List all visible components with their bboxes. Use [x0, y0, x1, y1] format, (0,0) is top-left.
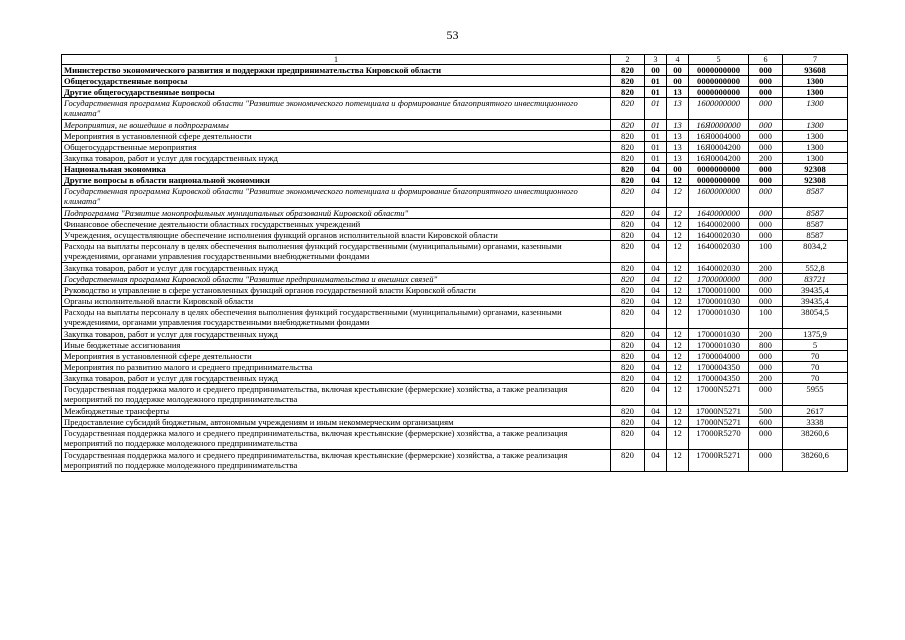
amount: 8587	[783, 186, 848, 208]
subsection-code: 13	[667, 153, 689, 164]
target-article-code: 1600000000	[689, 98, 749, 120]
amount: 38054,5	[783, 307, 848, 329]
table-row	[62, 406, 848, 417]
expense-type-code: 000	[749, 98, 783, 120]
ministry-code: 820	[611, 164, 645, 175]
subsection-code: 12	[667, 208, 689, 219]
row-description: Расходы на выплаты персоналу в целях обеспечения выполнения функций государственными (муниципальными) органами, казенными учреждениями, органами управления государственными внебюджетными фондами	[62, 307, 611, 329]
section-code: 04	[645, 450, 667, 472]
ministry-code: 820	[611, 351, 645, 362]
row-description: Закупка товаров, работ и услуг для государственных нужд	[62, 373, 611, 384]
target-article-code: 1700004350	[689, 362, 749, 373]
ministry-code: 820	[611, 307, 645, 329]
ministry-code: 820	[611, 450, 645, 472]
table-row	[62, 285, 848, 296]
expense-type-code: 000	[749, 120, 783, 131]
expense-type-code: 100	[749, 241, 783, 263]
section-code: 04	[645, 164, 667, 175]
target-article-code: 1700001030	[689, 329, 749, 340]
target-article-code: 1700000000	[689, 274, 749, 285]
ministry-code: 820	[611, 175, 645, 186]
header-row	[62, 55, 848, 65]
table-row	[62, 450, 848, 472]
amount: 1300	[783, 131, 848, 142]
expense-type-code: 000	[749, 362, 783, 373]
amount: 2617	[783, 406, 848, 417]
subsection-code: 13	[667, 98, 689, 120]
ministry-code: 820	[611, 384, 645, 406]
amount: 1375,9	[783, 329, 848, 340]
amount: 1300	[783, 153, 848, 164]
amount: 93608	[783, 65, 848, 76]
table-row	[62, 142, 848, 153]
row-description: Предоставление субсидий бюджетным, автономным учреждениям и иным некоммерческим организациям	[62, 417, 611, 428]
section-code: 01	[645, 87, 667, 98]
section-code: 01	[645, 98, 667, 120]
target-article-code: 1640002000	[689, 219, 749, 230]
amount: 1300	[783, 87, 848, 98]
amount: 8587	[783, 208, 848, 219]
amount: 70	[783, 351, 848, 362]
subsection-code: 12	[667, 373, 689, 384]
expense-type-code: 000	[749, 285, 783, 296]
table-row	[62, 351, 848, 362]
table-row	[62, 428, 848, 450]
section-code: 04	[645, 175, 667, 186]
ministry-code: 820	[611, 230, 645, 241]
ministry-code: 820	[611, 417, 645, 428]
row-description: Закупка товаров, работ и услуг для государственных нужд	[62, 329, 611, 340]
subsection-code: 13	[667, 120, 689, 131]
target-article-code: 1600000000	[689, 186, 749, 208]
table-row	[62, 87, 848, 98]
table-row	[62, 98, 848, 120]
row-description: Расходы на выплаты персоналу в целях обеспечения выполнения функций государственными (муниципальными) органами, казенными учреждениями, органами управления государственными внебюджетными фондами	[62, 241, 611, 263]
target-article-code: 16Я0004200	[689, 142, 749, 153]
table-row	[62, 274, 848, 285]
expense-type-code: 200	[749, 329, 783, 340]
row-description: Закупка товаров, работ и услуг для государственных нужд	[62, 263, 611, 274]
expense-type-code: 000	[749, 230, 783, 241]
section-code: 04	[645, 362, 667, 373]
section-code: 00	[645, 65, 667, 76]
expense-type-code: 200	[749, 263, 783, 274]
ministry-code: 820	[611, 340, 645, 351]
table-row	[62, 164, 848, 175]
ministry-code: 820	[611, 373, 645, 384]
subsection-code: 00	[667, 164, 689, 175]
row-description: Национальная экономика	[62, 164, 611, 175]
row-description: Другие общегосударственные вопросы	[62, 87, 611, 98]
target-article-code: 0000000000	[689, 164, 749, 175]
subsection-code: 13	[667, 142, 689, 153]
target-article-code: 1640002030	[689, 230, 749, 241]
subsection-code: 12	[667, 450, 689, 472]
ministry-code: 820	[611, 285, 645, 296]
section-code: 01	[645, 153, 667, 164]
row-description: Государственная поддержка малого и среднего предпринимательства, включая крестьянские (фермерские) хозяйства, а также реализация мероприятий по поддержке молодежного предпринимательства	[62, 450, 611, 472]
page-number: 53	[446, 28, 459, 42]
ministry-code: 820	[611, 76, 645, 87]
expense-type-code: 600	[749, 417, 783, 428]
expense-type-code: 000	[749, 208, 783, 219]
target-article-code: 1700001030	[689, 340, 749, 351]
subsection-code: 12	[667, 285, 689, 296]
target-article-code: 0000000000	[689, 76, 749, 87]
expense-type-code: 000	[749, 384, 783, 406]
table-row	[62, 219, 848, 230]
table-row	[62, 186, 848, 208]
amount: 38260,6	[783, 450, 848, 472]
section-code: 04	[645, 384, 667, 406]
amount: 1300	[783, 142, 848, 153]
subsection-code: 12	[667, 329, 689, 340]
target-article-code: 1700004000	[689, 351, 749, 362]
section-code: 04	[645, 428, 667, 450]
expense-type-code: 200	[749, 373, 783, 384]
section-code: 01	[645, 142, 667, 153]
target-article-code: 17000R5270	[689, 428, 749, 450]
table-row	[62, 362, 848, 373]
column-header: 7	[783, 55, 848, 65]
ministry-code: 820	[611, 296, 645, 307]
amount: 39435,4	[783, 296, 848, 307]
subsection-code: 12	[667, 263, 689, 274]
table-row	[62, 340, 848, 351]
expense-type-code: 500	[749, 406, 783, 417]
table-row	[62, 76, 848, 87]
row-description: Мероприятия в установленной сфере деятельности	[62, 131, 611, 142]
row-description: Финансовое обеспечение деятельности областных государственных учреждений	[62, 219, 611, 230]
subsection-code: 12	[667, 417, 689, 428]
amount: 5	[783, 340, 848, 351]
row-description: Межбюджетные трансферты	[62, 406, 611, 417]
column-header: 1	[62, 55, 611, 65]
expense-type-code: 000	[749, 65, 783, 76]
section-code: 04	[645, 417, 667, 428]
expense-type-code: 000	[749, 87, 783, 98]
amount: 70	[783, 373, 848, 384]
target-article-code: 1640002030	[689, 241, 749, 263]
subsection-code: 12	[667, 274, 689, 285]
section-code: 04	[645, 186, 667, 208]
table-row	[62, 230, 848, 241]
ministry-code: 820	[611, 186, 645, 208]
ministry-code: 820	[611, 87, 645, 98]
ministry-code: 820	[611, 153, 645, 164]
row-description: Государственная программа Кировской области "Развитие экономического потенциала и формирование благоприятного инвестиционного климата"	[62, 186, 611, 208]
amount: 92308	[783, 175, 848, 186]
amount: 552,8	[783, 263, 848, 274]
section-code: 04	[645, 274, 667, 285]
expense-type-code: 000	[749, 219, 783, 230]
target-article-code: 1700004350	[689, 373, 749, 384]
section-code: 01	[645, 131, 667, 142]
subsection-code: 13	[667, 87, 689, 98]
target-article-code: 17000N5271	[689, 384, 749, 406]
row-description: Министерство экономического развития и поддержки предпринимательства Кировской области	[62, 65, 611, 76]
target-article-code: 0000000000	[689, 175, 749, 186]
subsection-code: 12	[667, 351, 689, 362]
ministry-code: 820	[611, 241, 645, 263]
ministry-code: 820	[611, 362, 645, 373]
table-row	[62, 263, 848, 274]
target-article-code: 1700001030	[689, 307, 749, 329]
amount: 92308	[783, 164, 848, 175]
table-row	[62, 329, 848, 340]
amount: 8587	[783, 230, 848, 241]
target-article-code: 1640000000	[689, 208, 749, 219]
ministry-code: 820	[611, 274, 645, 285]
section-code: 04	[645, 285, 667, 296]
amount: 83721	[783, 274, 848, 285]
column-header: 6	[749, 55, 783, 65]
budget-table	[61, 54, 848, 472]
row-description: Государственная поддержка малого и среднего предпринимательства, включая крестьянские (фермерские) хозяйства, а также реализация мероприятий по поддержке молодежного предпринимательства	[62, 428, 611, 450]
row-description: Подпрограмма "Развитие монопрофильных муниципальных образований Кировской области"	[62, 208, 611, 219]
row-description: Государственная программа Кировской области "Развитие предпринимательства и внешних связей"	[62, 274, 611, 285]
expense-type-code: 100	[749, 307, 783, 329]
table-row	[62, 373, 848, 384]
table-row	[62, 131, 848, 142]
amount: 3338	[783, 417, 848, 428]
subsection-code: 12	[667, 186, 689, 208]
section-code: 01	[645, 76, 667, 87]
ministry-code: 820	[611, 65, 645, 76]
column-header: 2	[611, 55, 645, 65]
section-code: 04	[645, 351, 667, 362]
target-article-code: 1700001000	[689, 285, 749, 296]
amount: 1300	[783, 120, 848, 131]
expense-type-code: 000	[749, 351, 783, 362]
subsection-code: 12	[667, 219, 689, 230]
target-article-code: 16Я0004200	[689, 153, 749, 164]
expense-type-code: 000	[749, 274, 783, 285]
amount: 1300	[783, 76, 848, 87]
subsection-code: 12	[667, 428, 689, 450]
amount: 38260,6	[783, 428, 848, 450]
subsection-code: 12	[667, 384, 689, 406]
target-article-code: 0000000000	[689, 87, 749, 98]
subsection-code: 00	[667, 65, 689, 76]
amount: 70	[783, 362, 848, 373]
expense-type-code: 000	[749, 186, 783, 208]
amount: 8034,2	[783, 241, 848, 263]
expense-type-code: 000	[749, 428, 783, 450]
ministry-code: 820	[611, 142, 645, 153]
table-row	[62, 307, 848, 329]
ministry-code: 820	[611, 219, 645, 230]
subsection-code: 12	[667, 362, 689, 373]
expense-type-code: 000	[749, 131, 783, 142]
row-description: Мероприятия в установленной сфере деятельности	[62, 351, 611, 362]
section-code: 04	[645, 230, 667, 241]
table-row	[62, 153, 848, 164]
target-article-code: 1700001030	[689, 296, 749, 307]
subsection-code: 12	[667, 340, 689, 351]
section-code: 04	[645, 406, 667, 417]
section-code: 04	[645, 219, 667, 230]
amount: 39435,4	[783, 285, 848, 296]
table-row	[62, 296, 848, 307]
subsection-code: 12	[667, 406, 689, 417]
amount: 1300	[783, 98, 848, 120]
subsection-code: 13	[667, 131, 689, 142]
target-article-code: 17000N5271	[689, 406, 749, 417]
row-description: Органы исполнительной власти Кировской области	[62, 296, 611, 307]
column-header: 4	[667, 55, 689, 65]
section-code: 04	[645, 340, 667, 351]
target-article-code: 1640002030	[689, 263, 749, 274]
table-row	[62, 208, 848, 219]
target-article-code: 17000N5271	[689, 417, 749, 428]
subsection-code: 12	[667, 230, 689, 241]
expense-type-code: 200	[749, 153, 783, 164]
row-description: Учреждения, осуществляющие обеспечение исполнения функций органов исполнительной власти Кировской области	[62, 230, 611, 241]
row-description: Мероприятия по развитию малого и среднего предпринимательства	[62, 362, 611, 373]
row-description: Другие вопросы в области национальной экономики	[62, 175, 611, 186]
expense-type-code: 800	[749, 340, 783, 351]
ministry-code: 820	[611, 120, 645, 131]
subsection-code: 12	[667, 307, 689, 329]
expense-type-code: 000	[749, 142, 783, 153]
table-row	[62, 65, 848, 76]
row-description: Мероприятия, не вошедшие в подпрограммы	[62, 120, 611, 131]
amount: 5955	[783, 384, 848, 406]
table-row	[62, 241, 848, 263]
row-description: Государственная программа Кировской области "Развитие экономического потенциала и формирование благоприятного инвестиционного климата"	[62, 98, 611, 120]
target-article-code: 16Я0004000	[689, 131, 749, 142]
subsection-code: 00	[667, 76, 689, 87]
row-description: Общегосударственные мероприятия	[62, 142, 611, 153]
ministry-code: 820	[611, 98, 645, 120]
section-code: 04	[645, 263, 667, 274]
table-row	[62, 384, 848, 406]
section-code: 04	[645, 241, 667, 263]
ministry-code: 820	[611, 329, 645, 340]
section-code: 04	[645, 329, 667, 340]
ministry-code: 820	[611, 263, 645, 274]
column-header: 5	[689, 55, 749, 65]
section-code: 04	[645, 373, 667, 384]
expense-type-code: 000	[749, 450, 783, 472]
row-description: Руководство и управление в сфере установленных функций органов государственной власти Кировской области	[62, 285, 611, 296]
section-code: 04	[645, 307, 667, 329]
section-code: 04	[645, 296, 667, 307]
row-description: Государственная поддержка малого и среднего предпринимательства, включая крестьянские (фермерские) хозяйства, а также реализация мероприятий по поддержке молодежного предпринимательства	[62, 384, 611, 406]
table-row	[62, 120, 848, 131]
row-description: Иные бюджетные ассигнования	[62, 340, 611, 351]
ministry-code: 820	[611, 208, 645, 219]
row-description: Общегосударственные вопросы	[62, 76, 611, 87]
row-description: Закупка товаров, работ и услуг для государственных нужд	[62, 153, 611, 164]
column-header: 3	[645, 55, 667, 65]
ministry-code: 820	[611, 406, 645, 417]
expense-type-code: 000	[749, 175, 783, 186]
ministry-code: 820	[611, 131, 645, 142]
section-code: 04	[645, 208, 667, 219]
expense-type-code: 000	[749, 296, 783, 307]
subsection-code: 12	[667, 241, 689, 263]
section-code: 01	[645, 120, 667, 131]
subsection-code: 12	[667, 175, 689, 186]
target-article-code: 16Я0000000	[689, 120, 749, 131]
expense-type-code: 000	[749, 76, 783, 87]
target-article-code: 17000R5271	[689, 450, 749, 472]
target-article-code: 0000000000	[689, 65, 749, 76]
ministry-code: 820	[611, 428, 645, 450]
table-row	[62, 175, 848, 186]
subsection-code: 12	[667, 296, 689, 307]
amount: 8587	[783, 219, 848, 230]
table-row	[62, 417, 848, 428]
expense-type-code: 000	[749, 164, 783, 175]
